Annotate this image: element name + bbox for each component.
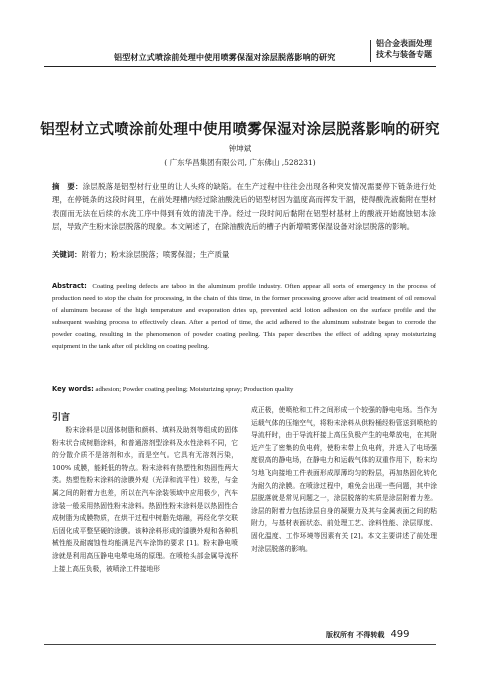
body-column-left xyxy=(52,424,238,575)
abstract-cn-text: 涂层脱落是铝型材行业里的让人头疼的缺陷。在生产过程中往往会出现各种突发情况需要停下链条进行处理，在停链条的这段时间里，在前处理槽内经过除油酸洗后的铝型材因为温度高而挥发干涸，使得酸洗液黏附在型材表面而无法在后续的水洗工序中得到有效的清洗干净。经过一段时间后黏附在铝型材基材上的酸液开始腐蚀铝本涂层，导致产生粉末涂层脱落的现象。本文阐述了，在除油酸洗后的槽子内新增喷雾保湿设备对涂层脱落的影响。 xyxy=(52,182,436,231)
column-label-line1: 铝合金表面处理 xyxy=(376,39,432,48)
keywords-en-text: adhesion; Powder coating peeling; Moisturizing spray; Production quality xyxy=(95,386,294,393)
body-paragraph-left: 粉末涂料是以固体树脂和颜料、填料及助剂等组成的固体粉末状合成树脂涂料，和普通溶剂型涂料及水性涂料不同，它的分散介质不是溶剂和水，而是空气。它具有无溶剂污染，100% 成膜，能耗低的特点。粉末涂料有热塑性和热固性两大类。热塑性粉末涂料的涂膜外观（光泽和流平性）较差，与金属之间的附着力也差，所以在汽车涂装领域中应用极少，汽车涂装一般采用热固性粉末涂料。热固性粉末涂料是以热固性合成树脂为成膜物质，在烘干过程中树脂先熔融，再经化学交联后固化成平整坚硬的涂膜。该种涂料形成的漆膜外观和各种机械性能及耐腐蚀性均能满足汽车涂饰的要求 [1]。粉末静电喷涂就是利用高压静电电晕电场的原理。在喷枪头部金属导流杯上接上高压负极，被喷涂工件接地形 xyxy=(52,426,238,573)
abstract-en xyxy=(52,280,436,354)
page-number: 499 xyxy=(390,629,410,640)
keywords-cn xyxy=(52,249,436,261)
page-footer xyxy=(326,622,410,641)
copyright-notice: 版权所有 不得转载 xyxy=(326,631,385,639)
keywords-cn-label: 关键词： xyxy=(52,250,82,259)
author-name: 钟坤斌 xyxy=(228,144,252,153)
keywords-cn-text: 附着力；粉末涂层脱落；喷雾保湿；生产质量 xyxy=(81,250,230,259)
running-title: 铝型材立式喷涂前处理中使用喷雾保湿对涂层脱落影响的研究 xyxy=(114,53,336,62)
header-divider xyxy=(370,40,371,62)
column-label xyxy=(376,38,432,60)
page-header xyxy=(44,38,436,68)
keywords-en xyxy=(52,384,436,395)
abstract-en-label: Abstract: xyxy=(52,282,87,290)
keywords-en-label: Key words: xyxy=(52,385,94,393)
header-rule xyxy=(44,66,436,67)
body-column-right xyxy=(251,404,437,555)
author-affiliation: ( 广东华昌集团有限公司, 广东佛山 ,528231) xyxy=(164,158,316,167)
abstract-en-text: Coating peeling defects are taboo in the aluminum profile industry. Often appear all sorts of emergency in the process of production need to stop the chain for processing, in the chain of this time, in the former processing groove after acid treatment of oil removal of aluminum because of the high temperature and evaporation dries up, prevented acid lotion adhesion on the surface profile and the subsequent washing process to effectively clean. After a period of time, the acid adhered to the aluminum substrate began to corrode the powder coating, resulting in the phenomenon of powder coating peeling. This paper describes the effect of adding spray moisturizing equipment in the tank after oil pickling on coating peeling. xyxy=(52,283,437,351)
article-title: 铝型材立式喷涂前处理中使用喷雾保湿对涂层脱落影响的研究 xyxy=(40,122,440,138)
abstract-cn xyxy=(52,180,436,233)
body-paragraph-right: 成正极，使喷枪和工件之间形成一个较强的静电电场。当作为运载气体的压缩空气，将粉末涂料从供粉桶经粉管送到喷枪的导流杆时，由于导流杆接上高压负极产生的电晕放电，在其附近产生了密集的负电荷，使粉末带上负电荷，并进入了电场强度很高的静电场，在静电力和运载气体的双重作用下，粉末均匀地飞向接地工件表面形成厚薄均匀的粉层，再加热固化转化为耐久的涂膜。在喷涂过程中，难免会出现一些问题，其中涂层脱落就是常见问题之一，涂层脱落的实质是涂层附着力差。涂层的附着力包括涂层自身的凝聚力及其与金属表面之间的粘附力，与基材表面状态、前处理工艺、涂料性能、涂层厚度、固化温度、工作环境等因素有关 [2]。本文主要讲述了前处理对涂层脱落的影响。 xyxy=(251,406,437,553)
abstract-cn-label: 摘 要： xyxy=(52,182,83,191)
column-label-line2: 技术与装备专题 xyxy=(376,50,432,59)
footer-rule xyxy=(44,644,436,645)
section-heading: 引言 xyxy=(52,413,71,423)
